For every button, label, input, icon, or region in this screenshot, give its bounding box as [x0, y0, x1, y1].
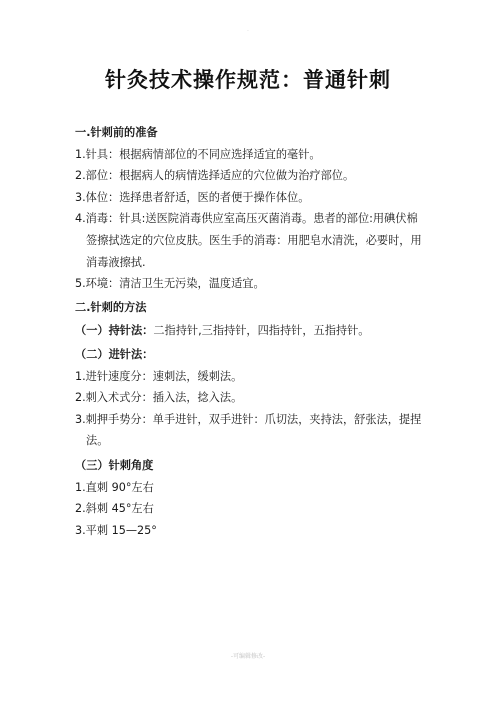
- subsection-text: 二指持针,三指持针，四指持针，五指持针。: [153, 324, 370, 338]
- section-heading-preparation: 一.针刺前的准备: [75, 126, 158, 139]
- subsection-holding: [75, 320, 425, 342]
- header-mark: ·: [247, 28, 249, 35]
- list-item: 1.进针速度分：速刺法，缓刺法。: [75, 369, 243, 383]
- list-item: 3.刺押手势分：单手进针，双手进针：爪切法，夹持法，舒张法，提捏法。: [75, 412, 422, 448]
- list-item: 3.体位：选择患者舒适，医的者便于操作体位。: [75, 190, 310, 204]
- list-item: 1.针具：根据病情部位的不同应选择适宜的毫针。: [75, 147, 321, 161]
- subsection-heading-insertion: （二）进针法：: [75, 347, 154, 361]
- list-item: 2.斜刺 45°左右: [75, 502, 154, 516]
- list-item: 2.刺入术式分：插入法，捻入法。: [75, 391, 243, 405]
- subsection-label: （一）持针法：: [75, 324, 154, 338]
- document-body: [75, 122, 425, 541]
- list-item: 4.消毒：针具:送医院消毒供应室高压灭菌消毒。患者的部位:用碘伏棉签擦拭选定的穴位皮肤。医生手的消毒：用肥皂水清洗，必要时，用消毒液擦拭.: [75, 212, 422, 269]
- page-footer: -可编辑修改-: [230, 653, 266, 660]
- subsection-heading-angle: （三）针刺角度: [75, 458, 154, 472]
- list-item: 2.部位：根据病人的病情选择适应的穴位做为治疗部位。: [75, 169, 355, 183]
- document-title: 针灸技术操作规范：普通针刺: [105, 68, 391, 92]
- section-heading-method: 二.针刺的方法: [75, 300, 147, 314]
- list-item: 3.平刺 15—25°: [75, 523, 157, 537]
- list-item: 1.直刺 90°左右: [75, 480, 154, 494]
- list-item: 5.环境：清洁卫生无污染，温度适宜。: [75, 277, 265, 291]
